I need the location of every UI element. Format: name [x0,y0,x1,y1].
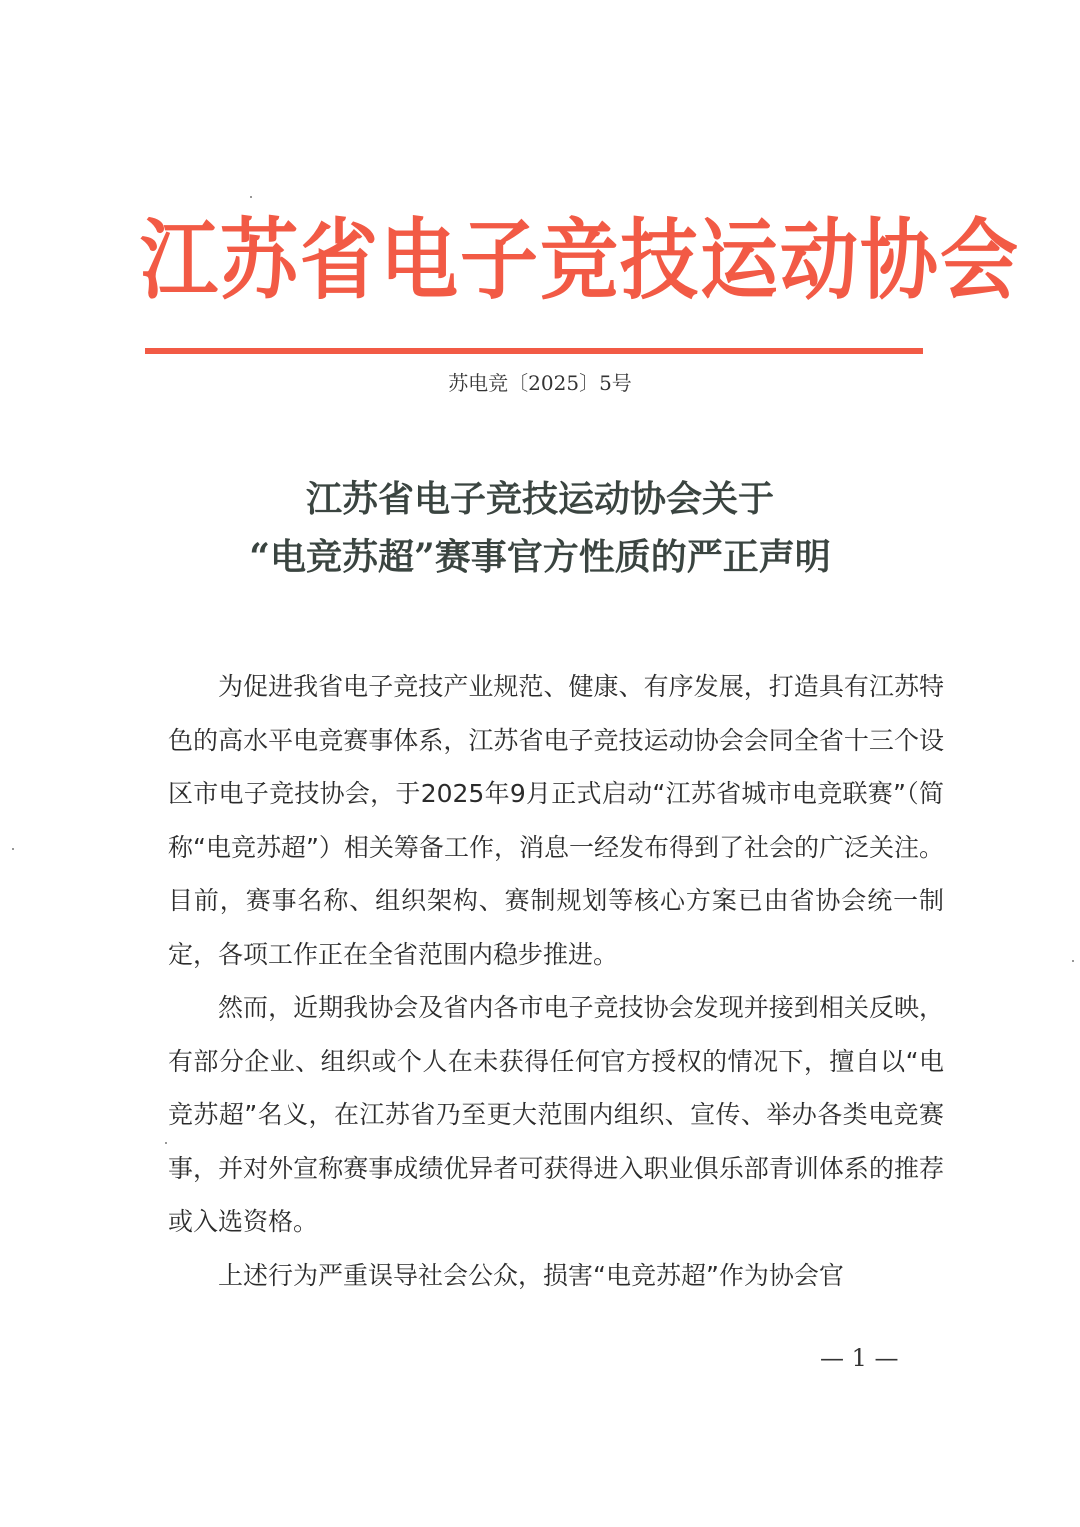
document-body [168,660,944,1302]
document-title-line-2: “电竞苏超”赛事官方性质的严正声明 [249,536,831,578]
document-title-line-1: 江苏省电子竞技运动协会关于 [305,478,774,520]
scan-speck [1072,960,1074,962]
document-title [140,470,940,586]
scan-speck [165,1142,167,1144]
body-paragraph: 为促进我省电子竞技产业规范、健康、有序发展，打造具有江苏特色的高水平电竞赛事体系，江苏省电子竞技运动协会会同全省十三个设区市电子竞技协会，于2025年9月正式启动“江苏省城市电竞联赛”（简称“电竞苏超”）相关筹备工作，消息一经发布得到了社会的广泛关注。目前，赛事名称、组织架构、赛制规划等核心方案已由省协会统一制定，各项工作正在全省范围内稳步推进。 [168,672,944,969]
scan-speck [12,848,14,850]
body-paragraph: 然而，近期我协会及省内各市电子竞技协会发现并接到相关反映，有部分企业、组织或个人在未获得任何官方授权的情况下，擅自以“电竞苏超”名义，在江苏省乃至更大范围内组织、宣传、举办各类电竞赛事，并对外宣称赛事成绩优异者可获得进入职业俱乐部青训体系的推荐或入选资格。 [168,993,944,1236]
body-paragraph: 上述行为严重误导社会公众，损害“电竞苏超”作为协会官 [218,1260,844,1290]
scan-speck [250,196,252,198]
letterhead-organization-name: 江苏省电子竞技运动协会 [140,210,1021,312]
document-number: 苏电竞〔2025〕5号 [448,371,632,395]
letterhead-red-rule [145,348,923,354]
page-number: — 1 — [820,1344,899,1372]
